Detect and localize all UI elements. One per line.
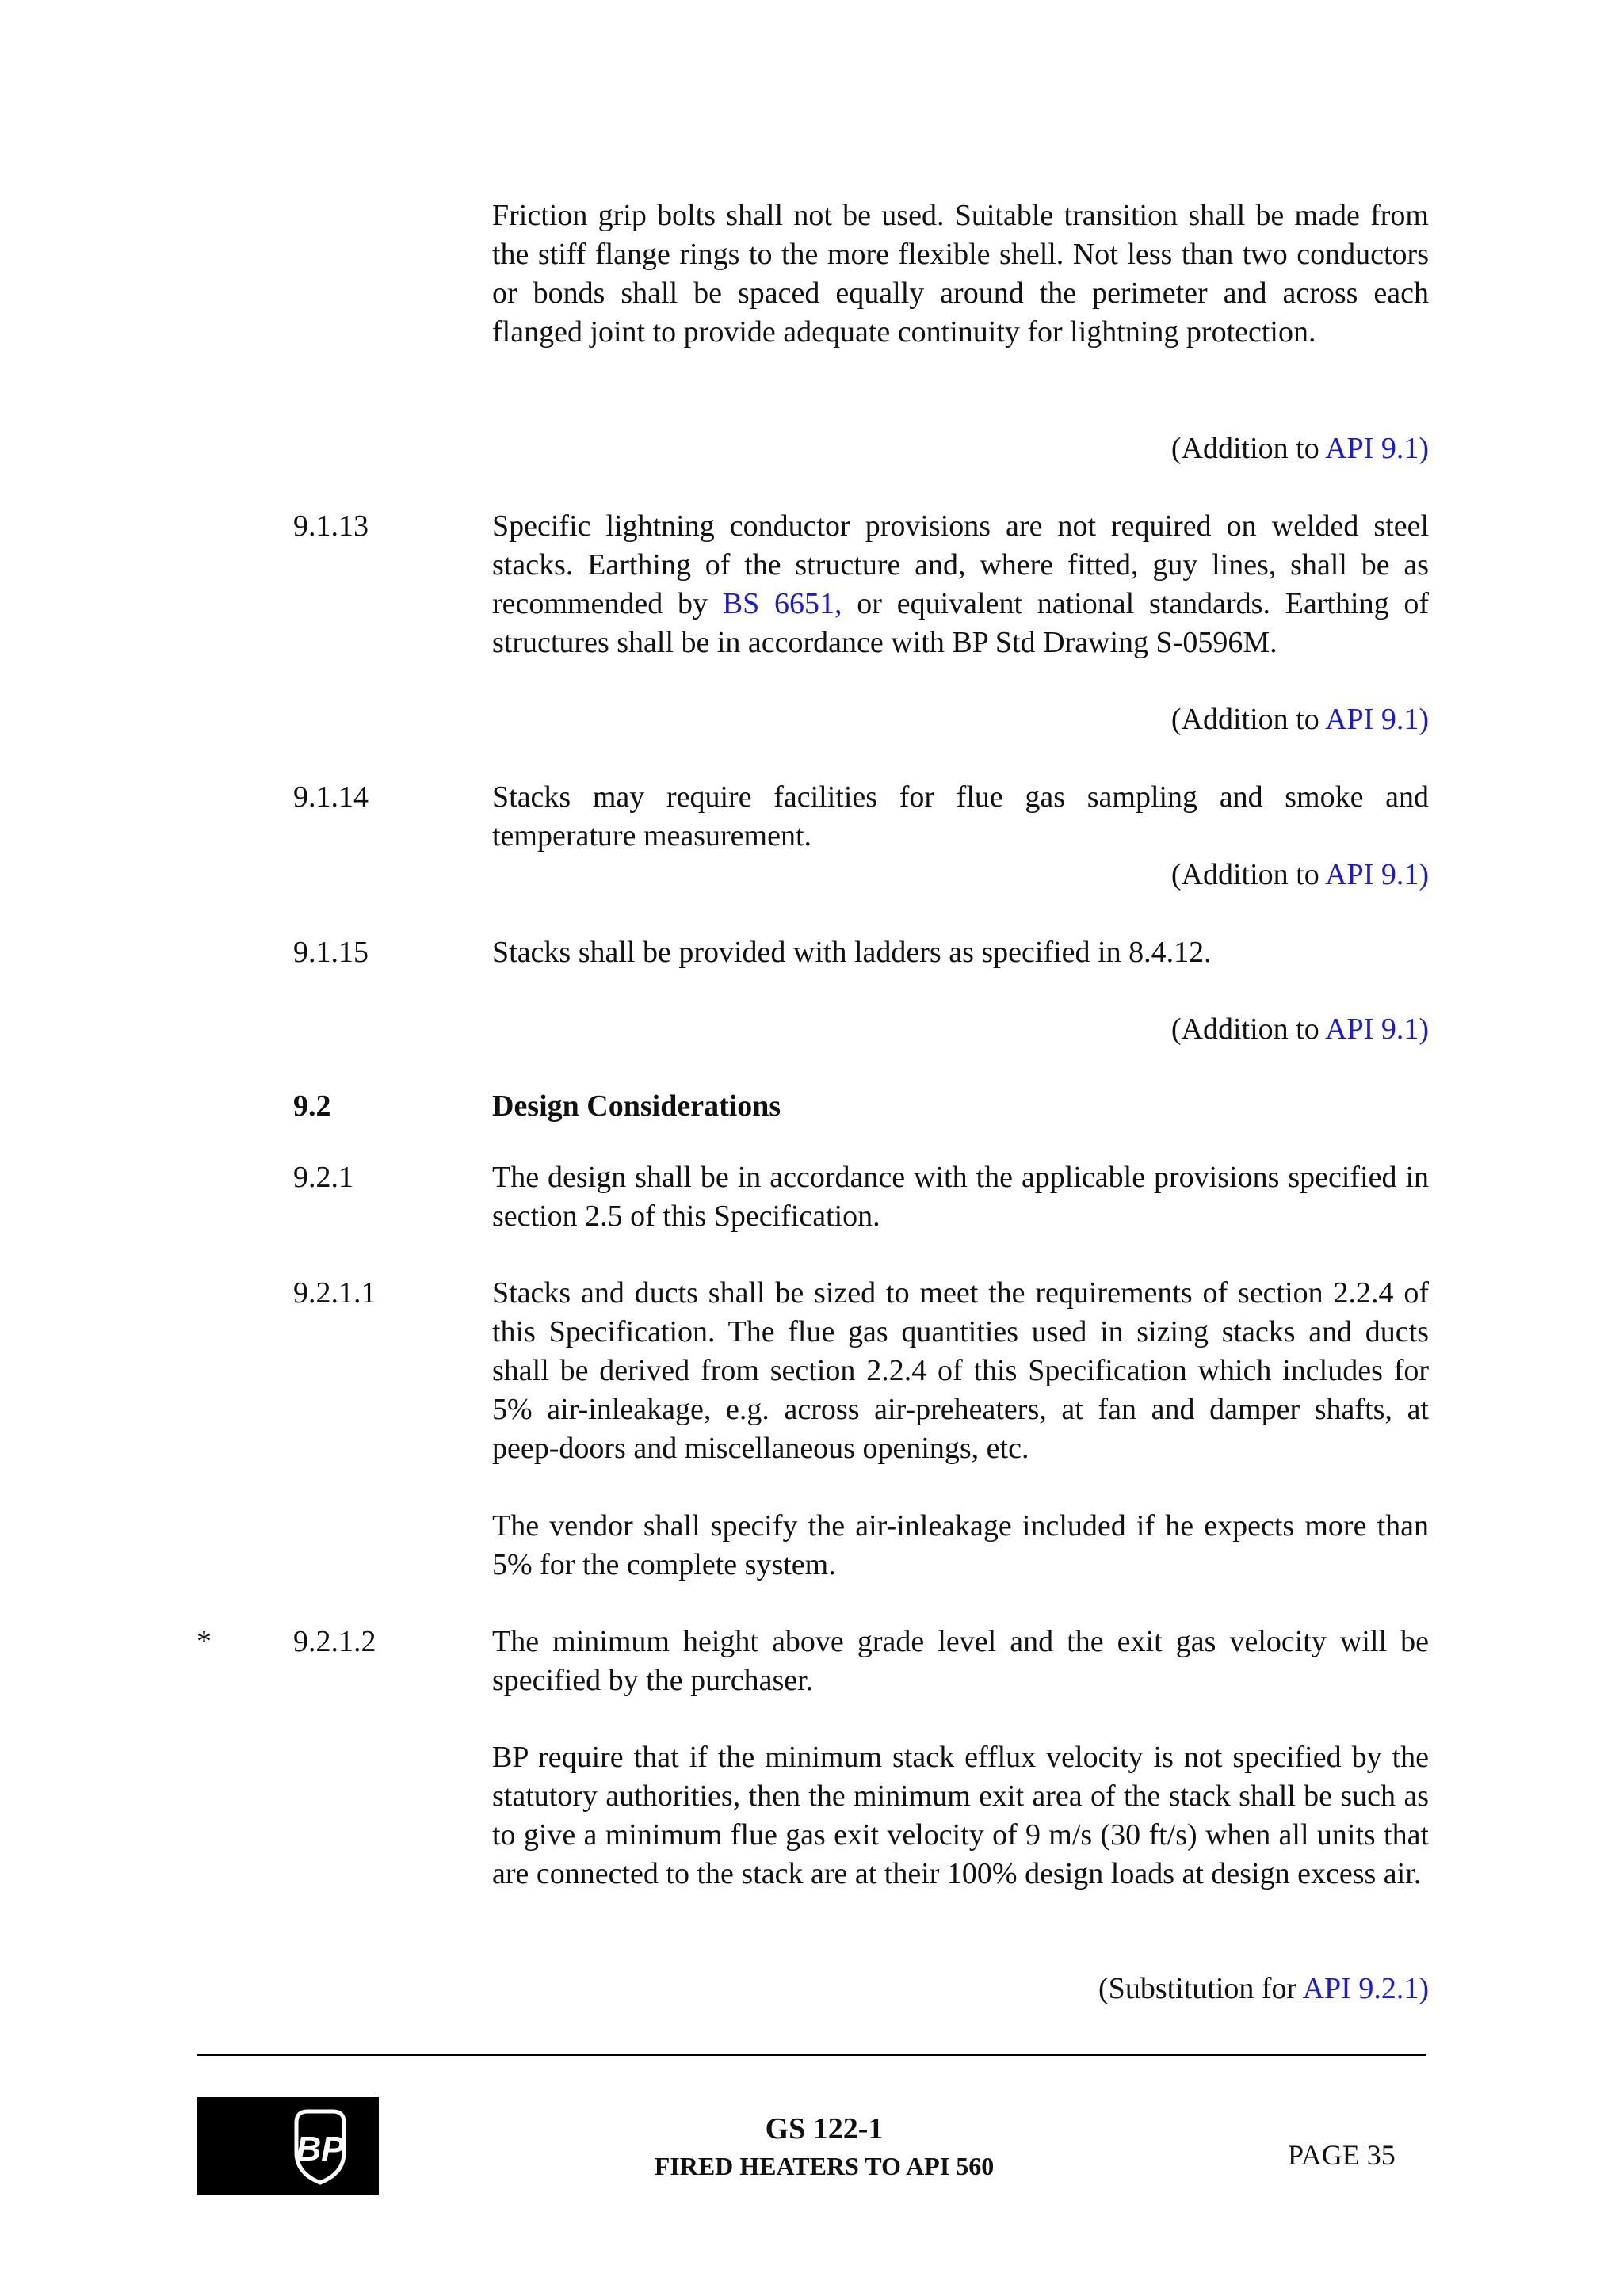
doc-title: FIRED HEATERS TO API 560 <box>654 2152 995 2180</box>
doc-number: GS 122-1 <box>765 2112 884 2145</box>
reference-9-1-15 <box>1171 1010 1429 1049</box>
clause-number: 9.1.15 <box>293 936 369 969</box>
paragraph-9-2-1-1: Stacks and ducts shall be sized to meet the requirements of section 2.2.4 of this Specification. The flue gas quantities used in sizing stacks and ducts shall be derived from section 2.2.4 of this Specification which includes for 5% air-inleakage, e.g. across air-preheaters, at fan and damper shafts, at peep-doors and miscellaneous openings, etc. <box>492 1276 1429 1465</box>
reference-intro <box>1171 429 1429 468</box>
logo-text: BP <box>296 2130 345 2168</box>
reference-prefix: (Addition to <box>1170 1013 1326 1046</box>
reference-link[interactable]: API 9.1) <box>1325 703 1429 736</box>
reference-prefix: (Addition to <box>1170 858 1326 891</box>
paragraph-9-2-1-2-b: BP require that if the minimum stack efflux velocity is not specified by the statutory authorities, then the minimum exit area of the stack shall be such as to give a minimum flue gas exit velocity of 9 m/s (30 ft/s) when all units that are connected to the stack are at their 100% design loads at design excess air. <box>492 1741 1429 1890</box>
clause-number: 9.1.13 <box>293 509 369 543</box>
footer-divider <box>197 2054 1426 2056</box>
reference-prefix: (Addition to <box>1170 432 1326 465</box>
reference-link[interactable]: API 9.2.1) <box>1302 1972 1429 2005</box>
clause-number: 9.2.1.2 <box>293 1625 376 1658</box>
standard-link[interactable]: BS 6651, <box>722 587 842 620</box>
section-heading: Design Considerations <box>492 1089 781 1123</box>
paragraph-intro: Friction grip bolts shall not be used. Suitable transition shall be made from the stiff flange rings to the more flexible shell. Not less than two conductors or bonds shall be spaced equally around the perimeter and across each flanged joint to provide adequate continuity for lightning protection. <box>492 199 1429 349</box>
section-number: 9.2 <box>293 1089 331 1123</box>
reference-link[interactable]: API 9.1) <box>1325 858 1429 891</box>
reference-prefix: (Substitution for <box>1098 1972 1303 2005</box>
paragraph-text: or equivalent national standards. Earthing of structures shall be in accordance with BP Std Drawing S-0596M. <box>492 587 1429 659</box>
clause-number: 9.2.1.1 <box>293 1276 376 1310</box>
reference-link[interactable]: API 9.1) <box>1325 1013 1429 1046</box>
paragraph-9-2-1-1-b: The vendor shall specify the air-inleakage included if he expects more than 5% for the complete system. <box>492 1509 1429 1581</box>
paragraph-9-2-1: The design shall be in accordance with the applicable provisions specified in section 2.5 of this Specification. <box>492 1161 1429 1233</box>
page-number: PAGE 35 <box>1288 2139 1396 2171</box>
paragraph-9-1-14: Stacks may require facilities for flue gas sampling and smoke and temperature measurement. <box>492 780 1429 852</box>
bp-shield-icon <box>197 2097 379 2195</box>
paragraph-9-2-1-2: The minimum height above grade level and the exit gas velocity will be specified by the purchaser. <box>492 1625 1429 1697</box>
change-marker: * <box>197 1625 212 1658</box>
paragraph-9-1-15: Stacks shall be provided with ladders as specified in 8.4.12. <box>492 936 1212 969</box>
reference-9-1-13 <box>1171 700 1429 739</box>
bp-logo <box>197 2097 379 2195</box>
reference-prefix: (Addition to <box>1170 703 1326 736</box>
reference-link[interactable]: API 9.1) <box>1325 432 1429 465</box>
paragraph-9-1-13 <box>492 507 1429 662</box>
reference-9-2-1-2 <box>1098 1970 1429 2008</box>
clause-number: 9.1.14 <box>293 780 369 814</box>
paragraph-text: Specific lightning conductor provisions are not required on welded steel stacks. Earthing of the structure and, where fitted, guy lines, shall be as recommended by <box>492 509 1429 620</box>
clause-number: 9.2.1 <box>293 1161 353 1194</box>
reference-9-1-14 <box>1171 856 1429 894</box>
